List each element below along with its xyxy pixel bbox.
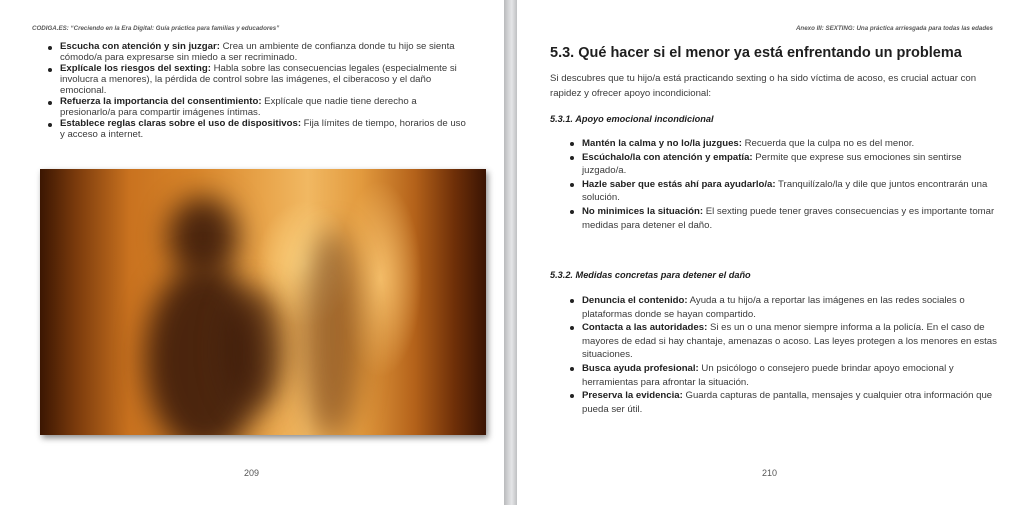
advice-list	[48, 41, 468, 140]
list-item: Establece reglas claras sobre el uso de dispositivos: Fija límites de tiempo, horarios de uso y acceso a internet.	[48, 118, 468, 140]
emotional-support-list	[570, 137, 1000, 232]
list-item: Escúchalo/la con atención y empatía: Permite que exprese sus emociones sin sentirse juzgado/a.	[570, 151, 1000, 178]
page-number-left: 209	[244, 468, 260, 478]
list-item: Mantén la calma y no lo/la juzgues: Recuerda que la culpa no es del menor.	[570, 137, 1000, 151]
concrete-measures-list	[570, 294, 1000, 416]
list-item: Explícale los riesgos del sexting: Habla sobre las consecuencias legales (especialmente si involucra a menores), la pérdida de control sobre las imágenes, el ciberacoso y el daño emocional.	[48, 63, 468, 96]
page-number-right: 210	[762, 468, 778, 478]
left-page	[0, 0, 504, 505]
list-item: Hazle saber que estás ahí para ayudarlo/a: Tranquilízalo/la y dile que juntos encontrarán una solución.	[570, 178, 1000, 205]
subheading-emotional-support: 5.3.1. Apoyo emocional incondicional	[550, 114, 714, 124]
intro-paragraph: Si descubres que tu hijo/a está practicando sexting o ha sido víctima de acoso, es crucial actuar con rapidez y ofrecer apoyo incondicional:	[550, 73, 977, 99]
list-item: Busca ayuda profesional: Un psicólogo o consejero puede brindar apoyo emocional y herramientas para afrontar la situación.	[570, 362, 1000, 389]
list-item: Preserva la evidencia: Guarda capturas de pantalla, mensajes y cualquier otra información que pueda ser útil.	[570, 389, 1000, 416]
list-item: Denuncia el contenido: Ayuda a tu hijo/a a reportar las imágenes en las redes sociales o plataformas donde se hayan compartido.	[570, 294, 1000, 321]
list-item: Contacta a las autoridades: Si es un o una menor siempre informa a la policía. En el caso de mayores de edad si hay chantaje, amenazas o acoso. Las leyes protegen a los menores en estas situaciones.	[570, 321, 1000, 362]
section-heading: 5.3. Qué hacer si el menor ya está enfrentando un problema	[550, 45, 962, 61]
running-head-left: CODIGA.ES: “Creciendo en la Era Digital: Guía práctica para familias y educadores”	[32, 25, 280, 32]
blurred-silhouette-photo	[40, 169, 486, 435]
right-page	[517, 0, 1024, 505]
subheading-concrete-measures: 5.3.2. Medidas concretas para detener el daño	[550, 270, 751, 280]
running-head-right: Anexo III: SEXTING: Una práctica arriesgada para todas las edades	[795, 25, 993, 32]
list-item: Refuerza la importancia del consentimiento: Explícale que nadie tiene derecho a presionarlo/a para compartir imágenes íntimas.	[48, 96, 468, 118]
book-gutter	[504, 0, 517, 505]
list-item: Escucha con atención y sin juzgar: Crea un ambiente de confianza donde tu hijo se sienta cómodo/a para expresarse sin miedo a ser recriminado.	[48, 41, 468, 63]
list-item: No minimices la situación: El sexting puede tener graves consecuencias y es importante tomar medidas para detener el daño.	[570, 205, 1000, 232]
